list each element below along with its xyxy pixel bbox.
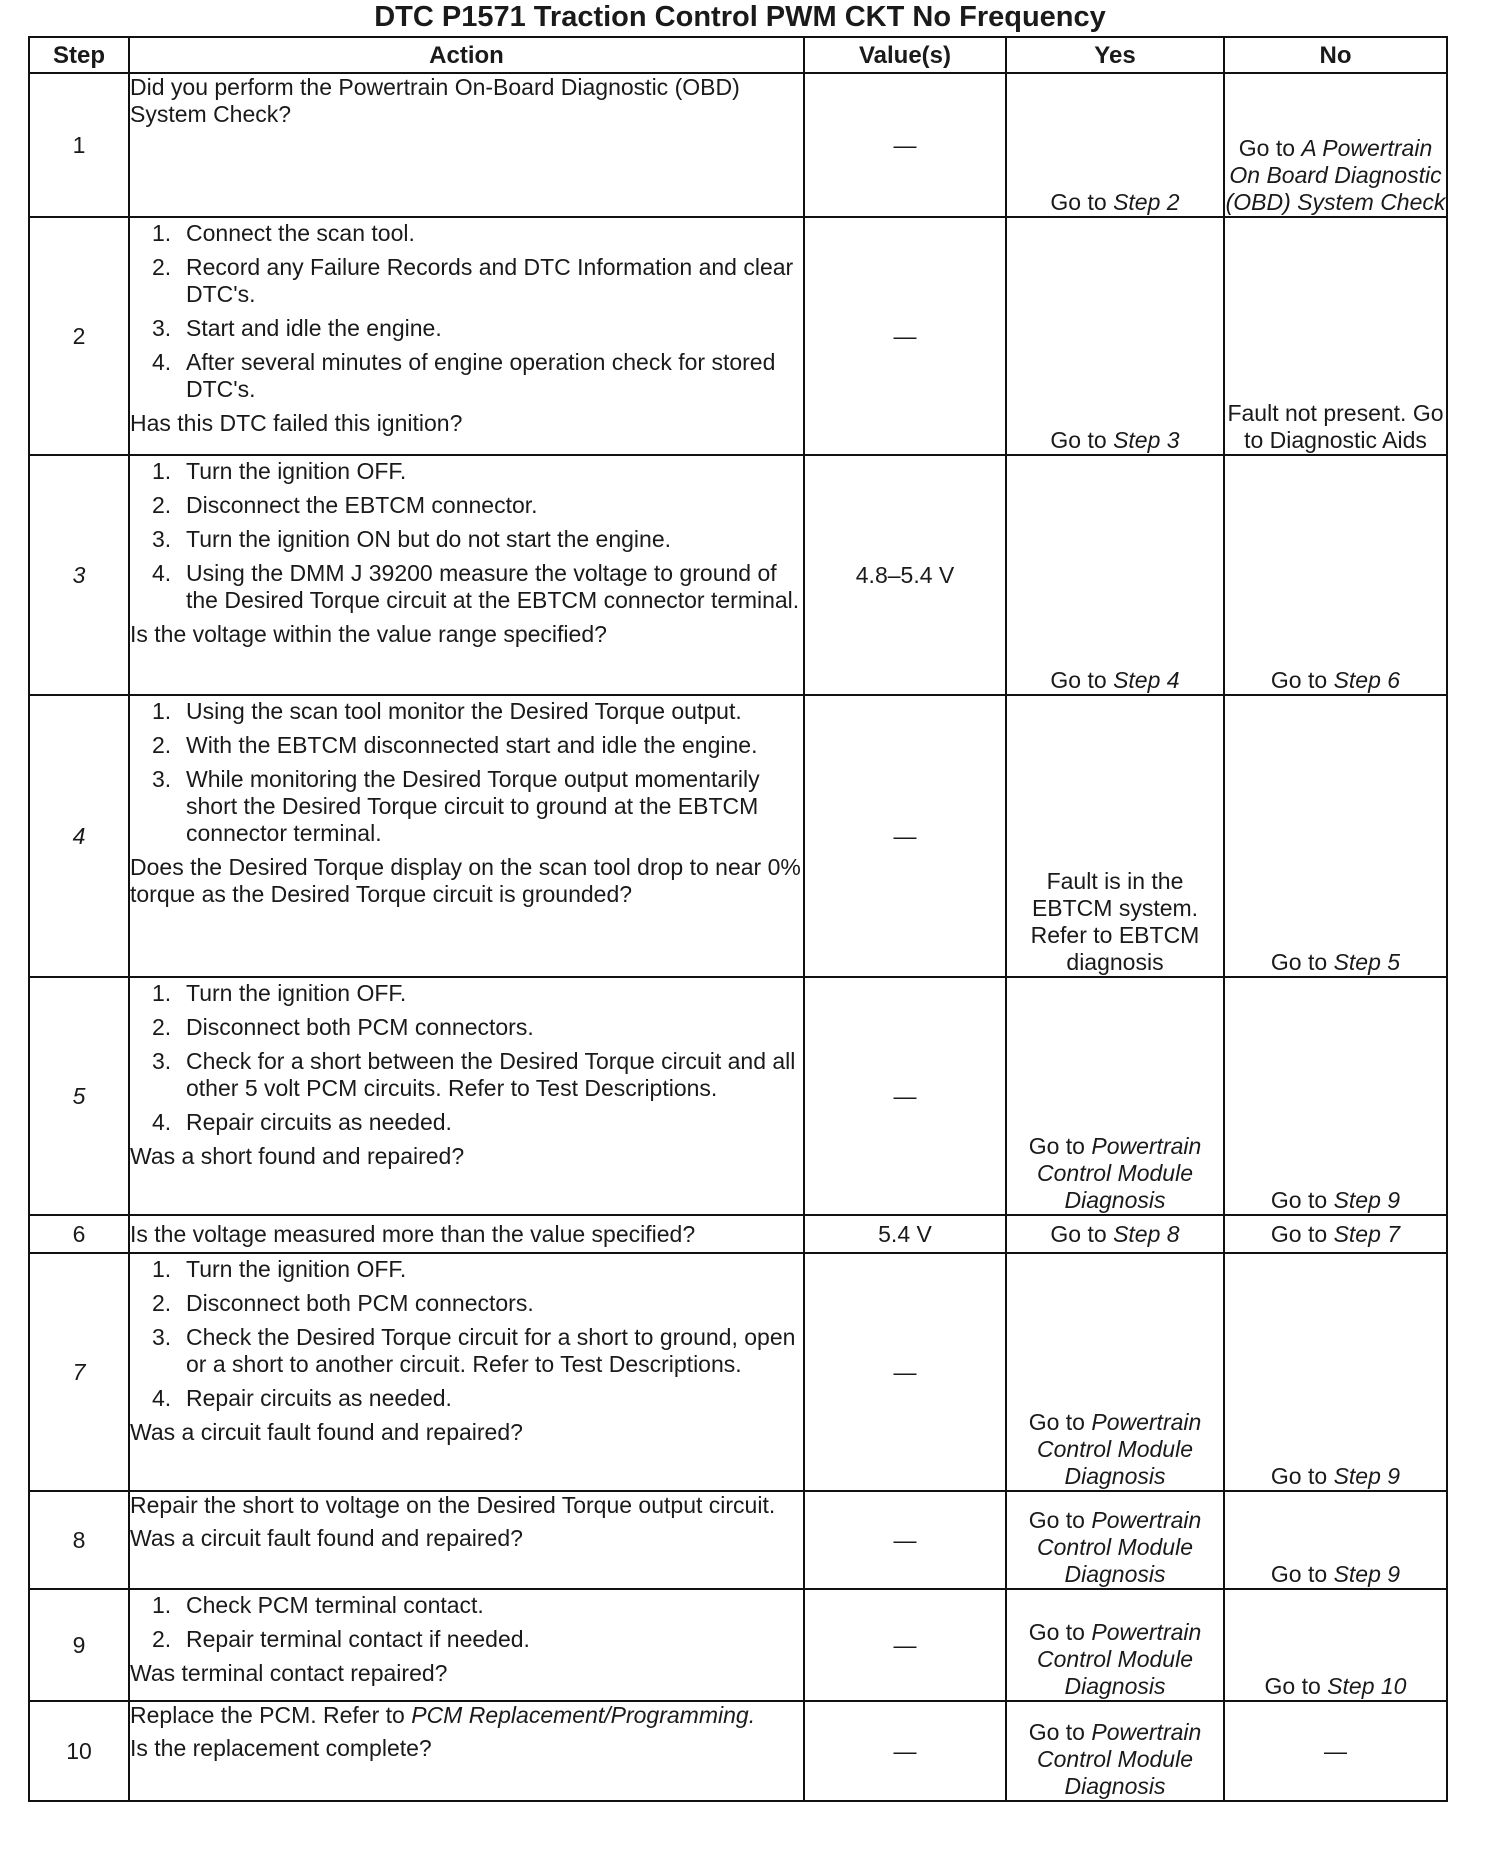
yes-prefix: Go to [1028,1409,1092,1435]
no-ref: Step 7 [1333,1220,1401,1247]
action-ref: PCM Replacement/Programming. [411,1702,756,1728]
no-prefix: Go to [1270,949,1334,975]
yes-cell [1006,1491,1224,1589]
action-step: 4. Repair circuits as needed. [152,1109,452,1135]
no-cell [1224,1253,1447,1491]
no-ref: Step 6 [1333,667,1401,693]
no-cell [1224,695,1447,977]
table-row [29,1589,1447,1701]
no-ref: Step 10 [1327,1673,1407,1699]
action-cell [129,1215,804,1253]
action-question: Was terminal contact repaired? [130,1660,448,1686]
yes-prefix: Go to [1050,189,1114,215]
yes-ref: Powertrain Control Module Diagnosis [1037,1619,1202,1699]
action-step: 2. Record any Failure Records and DTC Information and clear DTC's. [152,254,794,307]
no-ref: Step 9 [1333,1561,1401,1587]
table-row [29,1701,1447,1801]
yes-cell [1006,455,1224,695]
no-prefix: Go to [1264,1673,1328,1699]
yes-cell [1006,1589,1224,1701]
step-number: 10 [29,1701,129,1801]
action-step: 4. Using the DMM J 39200 measure the voltage to ground of the Desired Torque circuit at the EBTCM connector terminal. [152,560,800,613]
value-cell: — [804,695,1006,977]
action-step: 3. Start and idle the engine. [152,315,442,341]
no-prefix: Go to [1270,667,1334,693]
action-step: 1. Turn the ignition OFF. [152,1256,407,1282]
value-cell: — [804,1253,1006,1491]
no-prefix: Go to [1270,1561,1334,1587]
yes-ref: Step 3 [1113,427,1180,453]
yes-ref: Step 4 [1113,667,1180,693]
yes-cell [1006,1253,1224,1491]
action-step: 2. Disconnect the EBTCM connector. [152,492,538,518]
no-prefix: Go to [1270,1463,1334,1489]
no-cell [1224,977,1447,1215]
header-row [29,37,1447,73]
step-number: 3 [29,455,129,695]
action-steps [130,698,803,847]
yes-cell [1006,217,1224,455]
no-cell [1224,73,1447,217]
action-cell [129,977,804,1215]
action-step: 2. Repair terminal contact if needed. [152,1626,530,1652]
step-number: 1 [29,73,129,217]
step-number: 5 [29,977,129,1215]
no-prefix: Go to [1270,1187,1334,1213]
table-row [29,695,1447,977]
action-steps [130,1592,803,1653]
action-cell [129,1491,804,1589]
no-prefix: Go to [1270,1220,1334,1247]
action-step: 3. Turn the ignition ON but do not start the engine. [152,526,671,552]
action-step: 3. While monitoring the Desired Torque output momentarily short the Desired Torque circuit to ground at the EBTCM connector terminal. [152,766,760,846]
page-title: DTC P1571 Traction Control PWM CKT No Frequency [374,1,1106,33]
yes-ref: Step 8 [1113,1220,1180,1247]
action-cell [129,695,804,977]
action-question: Is the voltage within the value range specified? [130,621,607,647]
value-cell: — [804,1491,1006,1589]
table-row [29,1215,1447,1253]
action-step: 1. Turn the ignition OFF. [152,980,407,1006]
yes-prefix: Go to [1050,1220,1114,1247]
yes-cell [1006,1701,1224,1801]
action-question: Is the voltage measured more than the value specified? [130,1220,696,1247]
header-yes: Yes [1006,37,1224,73]
step-number: 9 [29,1589,129,1701]
action-step: 2. With the EBTCM disconnected start and idle the engine. [152,732,758,758]
table-row [29,977,1447,1215]
header-values: Value(s) [804,37,1006,73]
no-ref: A Powertrain On Board Diagnostic (OBD) System Check [1225,135,1446,215]
action-step: 2. Disconnect both PCM connectors. [152,1290,534,1316]
action-step: 1. Connect the scan tool. [152,220,415,246]
yes-ref: Powertrain Control Module Diagnosis [1037,1409,1202,1489]
no-cell [1224,1589,1447,1701]
value-cell: — [804,73,1006,217]
step-number: 7 [29,1253,129,1491]
value-cell: — [804,1589,1006,1701]
no-prefix: Go to [1238,135,1302,161]
no-ref: Step 9 [1333,1463,1401,1489]
action-step: 1. Using the scan tool monitor the Desired Torque output. [152,698,742,724]
step-number: 8 [29,1491,129,1589]
action-text: Did you perform the Powertrain On-Board Diagnostic (OBD) System Check? [130,74,740,127]
table-row [29,217,1447,455]
action-question: Was a circuit fault found and repaired? [130,1419,523,1445]
action-steps [130,458,803,614]
yes-prefix: Go to [1028,1507,1092,1533]
step-number: 6 [29,1215,129,1253]
action-text: Repair the short to voltage on the Desired Torque output circuit. [130,1492,776,1518]
action-question: Has this DTC failed this ignition? [130,410,463,436]
action-step: 3. Check the Desired Torque circuit for a short to ground, open or a short to another circuit. Refer to Test Descriptions. [152,1324,796,1377]
action-prefix: Replace the PCM. Refer to [130,1702,412,1728]
table-row [29,73,1447,217]
action-steps [130,220,803,403]
yes-cell: Fault is in the EBTCM system. Refer to EBTCM diagnosis [1006,695,1224,977]
action-step: 3. Check for a short between the Desired Torque circuit and all other 5 volt PCM circuits. Refer to Test Descriptions. [152,1048,796,1101]
step-number: 2 [29,217,129,455]
table-row [29,455,1447,695]
no-ref: Step 5 [1333,949,1401,975]
action-cell [129,1589,804,1701]
header-no: No [1224,37,1447,73]
value-cell: — [804,977,1006,1215]
action-step: 1. Turn the ignition OFF. [152,458,407,484]
no-cell [1224,1491,1447,1589]
diagnostic-table [28,36,1448,1802]
action-step: 1. Check PCM terminal contact. [152,1592,484,1618]
action-text [130,1702,803,1729]
yes-prefix: Go to [1028,1619,1092,1645]
value-cell: 4.8–5.4 V [804,455,1006,695]
yes-ref: Powertrain Control Module Diagnosis [1037,1719,1202,1799]
no-cell: — [1224,1701,1447,1801]
yes-cell [1006,73,1224,217]
header-action: Action [129,37,804,73]
no-cell: Fault not present. Go to Diagnostic Aids [1224,217,1447,455]
yes-cell [1006,977,1224,1215]
action-question: Does the Desired Torque display on the scan tool drop to near 0% torque as the Desired Torque circuit is grounded? [130,854,801,907]
action-step: 4. Repair circuits as needed. [152,1385,452,1411]
action-cell [129,1253,804,1491]
yes-ref: Powertrain Control Module Diagnosis [1037,1507,1202,1587]
action-cell [129,455,804,695]
header-step: Step [29,37,129,73]
yes-prefix: Go to [1050,667,1114,693]
no-ref: Step 9 [1333,1187,1401,1213]
step-number: 4 [29,695,129,977]
no-cell [1224,1215,1447,1253]
yes-prefix: Go to [1028,1133,1092,1159]
value-cell: — [804,217,1006,455]
action-question: Was a short found and repaired? [130,1143,465,1169]
action-cell [129,217,804,455]
action-question: Is the replacement complete? [130,1735,432,1761]
action-step: 4. After several minutes of engine operation check for stored DTC's. [152,349,776,402]
table-row [29,1253,1447,1491]
table-row [29,1491,1447,1589]
action-question: Was a circuit fault found and repaired? [130,1525,523,1551]
yes-ref: Powertrain Control Module Diagnosis [1037,1133,1202,1213]
value-cell: — [804,1701,1006,1801]
yes-prefix: Go to [1050,427,1114,453]
action-cell [129,1701,804,1801]
action-steps [130,980,803,1136]
action-steps [130,1256,803,1412]
yes-prefix: Go to [1028,1719,1092,1745]
action-cell [129,73,804,217]
yes-ref: Step 2 [1113,189,1180,215]
no-cell [1224,455,1447,695]
value-cell: 5.4 V [804,1215,1006,1253]
action-step: 2. Disconnect both PCM connectors. [152,1014,534,1040]
yes-cell [1006,1215,1224,1253]
